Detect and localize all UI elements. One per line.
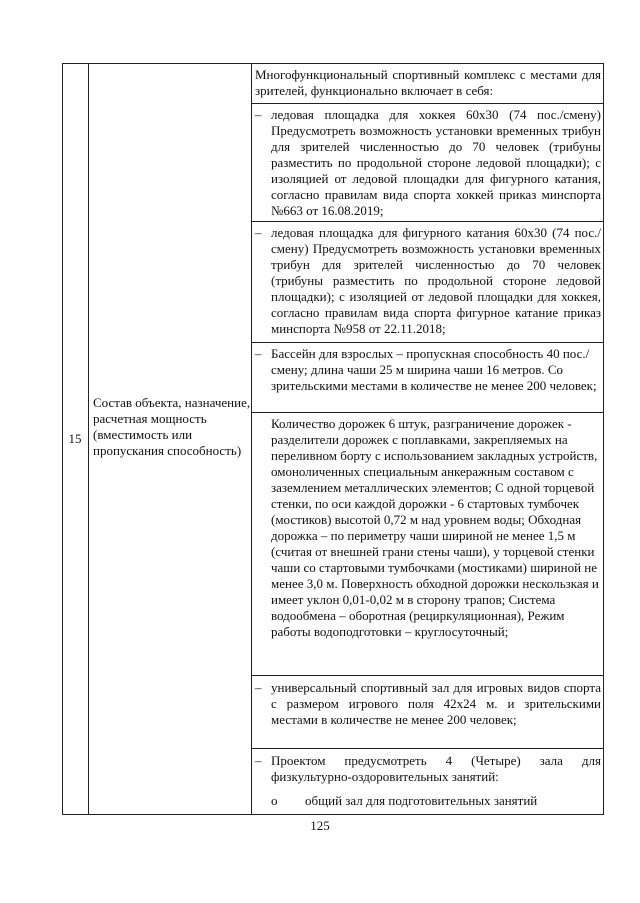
cell-divider xyxy=(251,342,604,343)
list-item-text: Бассейн для взрослых – пропускная способность 40 пос./смену; длина чаши 25 м ширина чаши 16 метров. Со зрительскими местами в количестве не менее 200 человек; xyxy=(271,346,597,393)
dash-marker: – xyxy=(255,753,262,768)
pool-details-paragraph: Количество дорожек 6 штук, разграничение дорожек - разделители дорожек с поплавками, закрепляемых на переливном борту с использованием закладных устройств, омоноличенных специальным анкеражным составом с заземлением металлических элементов; С одной торцевой стенки, по оси каждой дорожки - 6 стартовых тумбочек (мостиков) высотой 0,72 м над уровнем воды; Обходная дорожка – по периметру чаши шириной не менее 1,5 м (считая от внешней грани стены чаши), у торцевой стенки чаши со стартовыми тумбочками (мостиками) шириной не менее 3,0 м. Поверхность обходной дорожки нескользкая и имеет уклон 0,01-0,02 м в сторону трапов; Система водообмена – оборотная (рециркуляционная), Режим работы водоподготовки – круглосуточный; xyxy=(271,416,599,639)
row-number-cell xyxy=(62,63,88,815)
cell-divider xyxy=(251,675,604,676)
cell-divider xyxy=(251,221,604,222)
row-number: 15 xyxy=(68,431,82,446)
list-item-text: ледовая площадка для хоккея 60x30 (74 пос./смену) Предусмотреть возможность установки временных трибун для зрителей численностью до 70 человек (трибуны разместить по продольной стороне ледовой площадки); с изоляцией от ледовой площадки для фигурного катания, согласно правилам вида спорта хоккей приказ минспорта №663 от 16.08.2019; xyxy=(271,107,601,218)
dash-marker: – xyxy=(255,346,262,361)
list-item-text: ледовая площадка для фигурного катания 60x30 (74 пос./смену) Предусмотреть возможность установки временных трибун для зрителей численностью до 70 человек (трибуны разместить по продольной стороне ледовой площадки); с изоляцией от ледовой площадки для хоккея, согласно правилам вида спорта фигурное катание приказ минспорта №958 от 22.11.2018; xyxy=(271,225,601,336)
column-divider-1 xyxy=(88,63,89,815)
dash-marker: – xyxy=(255,225,262,240)
list-item-text: универсальный спортивный зал для игровых видов спорта с размером игрового поля 42x24 м. и зрительскими местами в количестве не менее 200 человек; xyxy=(271,680,601,727)
dash-marker: – xyxy=(255,107,262,122)
cell-divider xyxy=(251,412,604,413)
cell-divider xyxy=(251,103,604,104)
page-number: 125 xyxy=(310,818,330,833)
dash-marker: – xyxy=(255,680,262,695)
sub-list-item-text: общий зал для подготовительных занятий xyxy=(305,793,538,808)
circle-bullet-icon: o xyxy=(271,793,278,808)
intro-paragraph: Многофункциональный спортивный комплекс с местами для зрителей, функционально включает в себя: xyxy=(255,67,601,98)
cell-divider xyxy=(251,748,604,749)
list-item-text: Проектом предусмотреть 4 (Четыре) зала для физкультурно-оздоровительных занятий: xyxy=(271,753,601,784)
row-label: Состав объекта, назначение, расчетная мощность (вместимость или пропускания способность) xyxy=(93,395,251,458)
